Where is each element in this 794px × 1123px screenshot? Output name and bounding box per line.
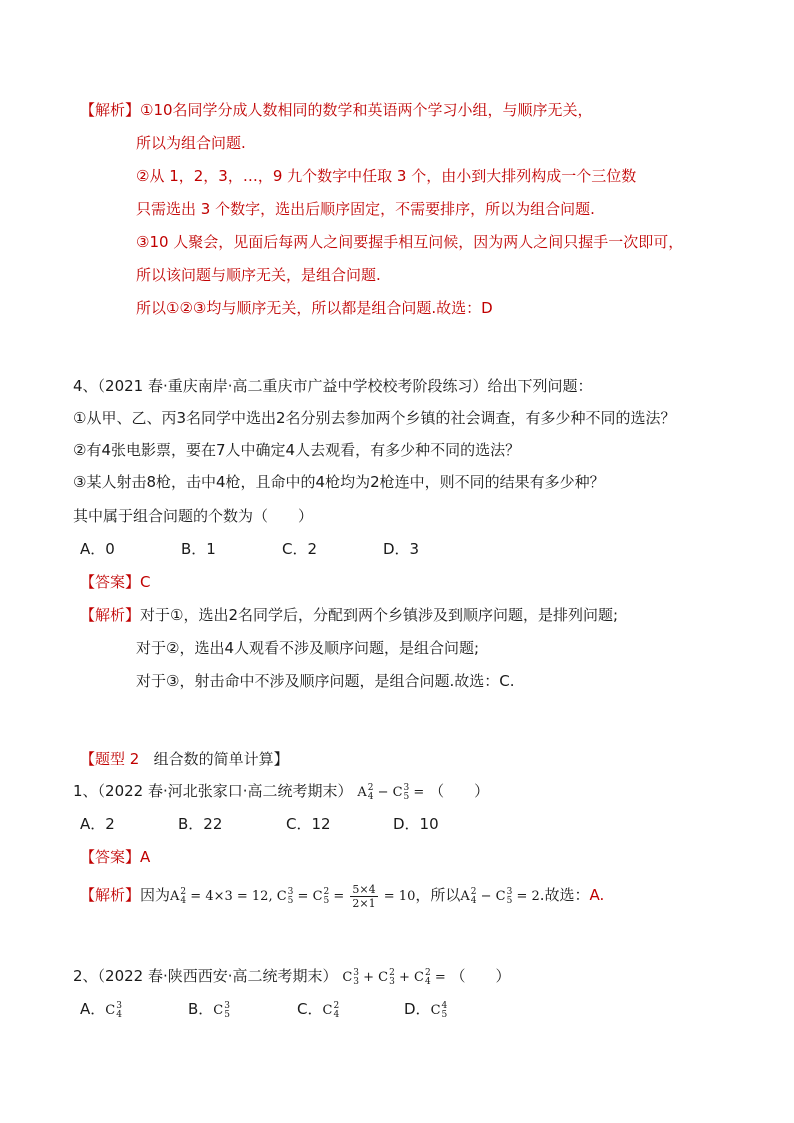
option-label: D． (404, 1000, 431, 1018)
question-2-option-c: C．C 2 4 (297, 1000, 340, 1020)
question-4-analysis-1 (80, 605, 618, 625)
question-4-option-b: B．1 (181, 540, 216, 558)
question-1-blank: （ ） (429, 782, 490, 800)
analysis-tag: 【解析】 (80, 886, 141, 904)
analysis-line-4: 只需选出 3 个数字，选出后顺序固定，不需要排序，所以为组合问题. (136, 200, 595, 218)
question-1-option-c: C．12 (286, 815, 331, 833)
question-4-analysis-2: 对于②，选出4人观看不涉及顺序问题，是组合问题; (136, 639, 480, 657)
question-2-option-d: D．C 4 5 (404, 1000, 448, 1020)
question-2-stem (73, 966, 511, 988)
question-2-option-b: B．C 3 5 (188, 1000, 230, 1020)
option-label: B． (188, 1000, 214, 1018)
analysis-text: 因为 (140, 886, 171, 904)
question-1-stem (73, 781, 489, 803)
section-tag: 【题型 2 (80, 750, 140, 768)
question-4-item-1: ①从甲、乙、丙3名同学中选出2名分别去参加两个乡镇的社会调查，有多少种不同的选法？ (73, 409, 676, 427)
question-4-analysis-3: 对于③，射击命中不涉及顺序问题，是组合问题.故选：C. (136, 672, 515, 690)
question-1-answer (80, 847, 150, 867)
fraction: $\frac{5\times 4}{2\times 1}$ (352, 883, 376, 910)
question-1-option-d: D．10 (393, 815, 439, 833)
analysis-text: 对于①，选出2名同学后，分配到两个乡镇涉及到顺序问题，是排列问题; (140, 606, 619, 624)
analysis-text: ①10名同学分成人数相同的数学和英语两个学习小组，与顺序无关， (140, 101, 593, 119)
analysis-tag: 【解析】 (80, 606, 141, 624)
analysis-result: A 2 4 − C 3 5 = 2 (460, 886, 540, 906)
analysis-line-2: 所以为组合问题. (136, 134, 246, 152)
answer-tag: 【答案】 (80, 573, 141, 591)
option-label: C． (297, 1000, 323, 1018)
analysis-line-1 (80, 100, 593, 120)
question-4-option-c: C．2 (282, 540, 318, 558)
answer-value: C (140, 573, 151, 591)
analysis-choice: A. (589, 886, 605, 904)
analysis-line-3: ②从 1，2，3，…，9 九个数字中任取 3 个，由小到大排列构成一个三位数 (136, 167, 637, 185)
answer-value: A (140, 848, 151, 866)
question-2-blank: （ ） (450, 967, 511, 985)
section-title: 组合数的简单计算】 (153, 750, 289, 768)
analysis-formula: A 2 4 = 4×3 = 12, C 3 5 = C 2 5 = $\frac{5\times 4}{2\times 1}$ = 10 (170, 883, 416, 910)
analysis-line-6: 所以该问题与顺序无关，是组合问题. (136, 266, 381, 284)
analysis-tag: 【解析】 (80, 101, 141, 119)
question-4-option-d: D．3 (383, 540, 420, 558)
option-label: A． (80, 1000, 106, 1018)
question-1-analysis (80, 883, 604, 910)
question-4-answer (80, 572, 151, 592)
analysis-line-5: ③10 人聚会，见面后每两人之间要握手相互问候，因为两人之间只握手一次即可， (136, 233, 684, 251)
question-2-option-a: A．C 3 4 (80, 1000, 122, 1020)
answer-tag: 【答案】 (80, 848, 141, 866)
question-2-expression: C 3 3 + C 2 3 + C 2 4 = (342, 967, 446, 987)
question-1-source: 1、（2022 春·河北张家口·高二统考期末） (73, 782, 353, 800)
question-2-source: 2、（2022 春·陕西西安·高二统考期末） (73, 967, 338, 985)
analysis-line-7: 所以①②③均与顺序无关，所以都是组合问题.故选：D (136, 299, 493, 317)
question-4-ask: 其中属于组合问题的个数为（ ） (73, 507, 314, 525)
analysis-text: .故选： (539, 886, 590, 904)
question-1-expression: A 2 4 − C 3 5 = (357, 782, 425, 802)
question-4-stem: 4、（2021 春·重庆南岸·高二重庆市广益中学校校考阶段练习）给出下列问题： (73, 377, 593, 395)
question-1-option-b: B．22 (178, 815, 223, 833)
question-1-option-a: A．2 (80, 815, 115, 833)
section-heading (80, 749, 289, 769)
question-4-option-a: A．0 (80, 540, 115, 558)
question-4-item-2: ②有4张电影票，要在7人中确定4人去观看，有多少种不同的选法？ (73, 441, 521, 459)
analysis-text: ，所以 (415, 886, 461, 904)
question-4-item-3: ③某人射击8枪，击中4枪，且命中的4枪均为2枪连中，则不同的结果有多少种？ (73, 473, 605, 491)
